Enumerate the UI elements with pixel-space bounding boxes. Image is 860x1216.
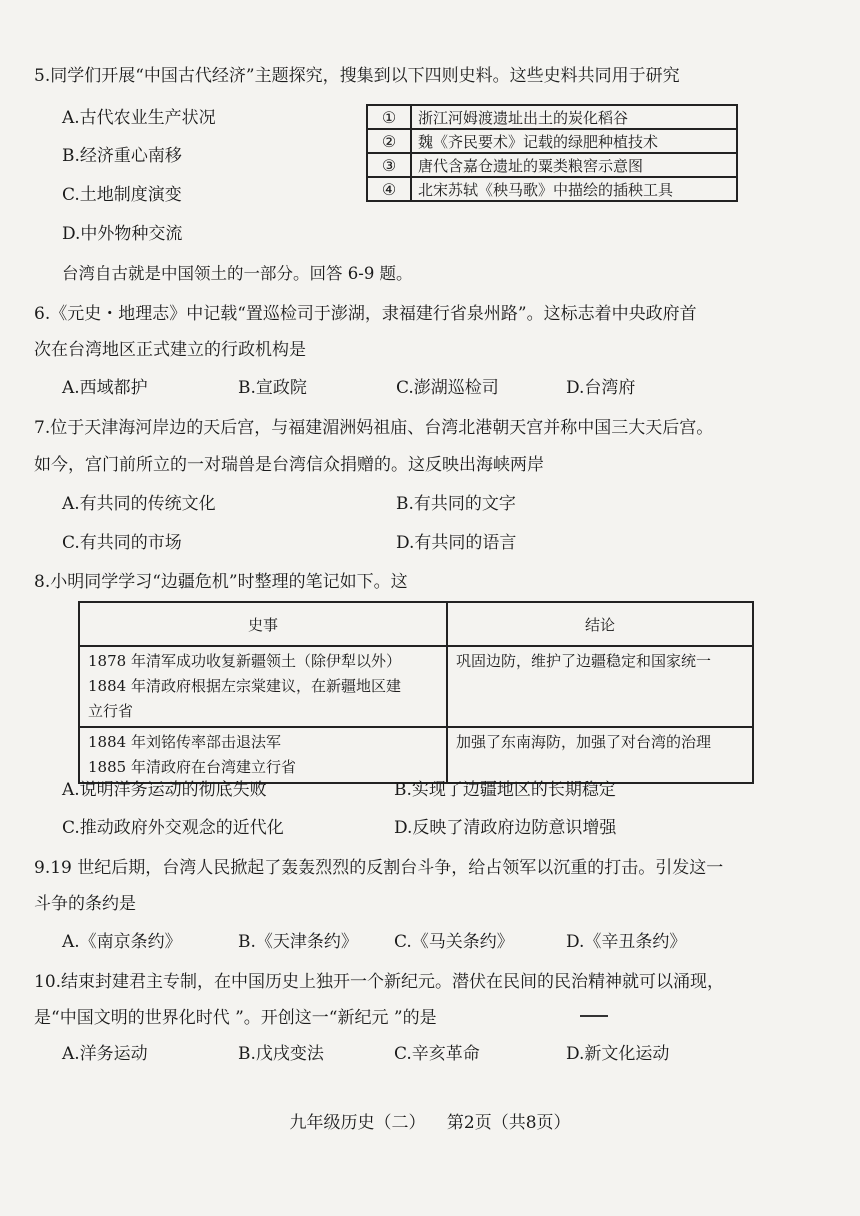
q5-option-d: D.中外物种交流 — [62, 224, 183, 244]
q9-option-d: D.《辛丑条约》 — [566, 932, 687, 952]
q5-source-table — [366, 104, 738, 202]
page-footer — [0, 1108, 860, 1133]
source-row — [367, 153, 737, 177]
events-cell — [79, 646, 447, 727]
q9-stem-line1: 9.19 世纪后期，台湾人民掀起了轰轰烈烈的反割台斗争，给占领军以沉重的打击。引发这一 — [34, 858, 724, 878]
event-line: 1878 年清军成功收复新疆领土（除伊犁以外） — [88, 652, 401, 670]
q10-stem-line2: 是“中国文明的世界化时代 ”。开创这一“新纪元 ”的是 — [34, 1008, 437, 1028]
q10-option-d: D.新文化运动 — [566, 1044, 670, 1064]
q6-stem-line2: 次在台湾地区正式建立的行政机构是 — [34, 340, 306, 360]
q7-option-b: B.有共同的文字 — [396, 494, 516, 514]
q10-option-a: A.洋务运动 — [62, 1044, 148, 1064]
source-text: 魏《齐民要术》记载的绿肥种植技术 — [411, 129, 737, 153]
q8-notes-table — [78, 601, 754, 784]
q10-stem-line1: 10.结束封建君主专制，在中国历史上独开一个新纪元。潜伏在民间的民治精神就可以涌现， — [34, 972, 725, 992]
q7-option-d: D.有共同的语言 — [396, 533, 517, 553]
q7-stem-line1: 7.位于天津海河岸边的天后宫，与福建湄洲妈祖庙、台湾北港朝天宫并称中国三大天后宫。 — [34, 418, 714, 438]
table-header-row — [79, 602, 753, 646]
q6-option-a: A.西域都护 — [62, 378, 148, 398]
source-number: ③ — [367, 153, 411, 177]
q10-option-c: C.辛亥革命 — [394, 1044, 480, 1064]
source-row — [367, 105, 737, 129]
q7-option-c: C.有共同的市场 — [62, 533, 182, 553]
q5-stem: 5.同学们开展“中国古代经济”主题探究，搜集到以下四则史料。这些史料共同用于研究 — [34, 66, 680, 86]
q8-option-d: D.反映了清政府边防意识增强 — [394, 818, 617, 838]
column-header-events: 史事 — [79, 602, 447, 646]
q5-option-c: C.土地制度演变 — [62, 185, 182, 205]
column-header-conclusion: 结论 — [447, 602, 753, 646]
event-line: 1884 年刘铭传率部击退法军 — [88, 733, 281, 751]
source-number: ① — [367, 105, 411, 129]
source-number: ④ — [367, 177, 411, 201]
q5-option-b: B.经济重心南移 — [62, 146, 182, 166]
section-intro: 台湾自古就是中国领土的一部分。回答 6-9 题。 — [62, 264, 413, 283]
footer-subject: 九年级历史（二） — [289, 1113, 426, 1133]
source-number: ② — [367, 129, 411, 153]
q8-option-a: A.说明洋务运动的彻底失败 — [62, 780, 267, 800]
conclusion-cell: 巩固边防，维护了边疆稳定和国家统一 — [447, 646, 753, 727]
q9-option-c: C.《马关条约》 — [394, 932, 514, 952]
footer-page-number: 第2页（共8页） — [446, 1113, 571, 1133]
q9-option-a: A.《南京条约》 — [62, 932, 182, 952]
conclusion-cell: 加强了东南海防，加强了对台湾的治理 — [447, 727, 753, 783]
event-line: 立行省 — [88, 702, 134, 720]
q7-stem-line2: 如今，宫门前所立的一对瑞兽是台湾信众捐赠的。这反映出海峡两岸 — [34, 455, 544, 475]
table-row — [79, 646, 753, 727]
q7-option-a: A.有共同的传统文化 — [62, 494, 216, 514]
source-row — [367, 177, 737, 201]
q8-option-b: B.实现了边疆地区的长期稳定 — [394, 780, 616, 800]
events-cell — [79, 727, 447, 783]
source-text: 唐代含嘉仓遗址的粟类粮窖示意图 — [411, 153, 737, 177]
event-line: 1884 年清政府根据左宗棠建议，在新疆地区建 — [88, 677, 401, 695]
q8-option-c: C.推动政府外交观念的近代化 — [62, 818, 284, 838]
source-text: 浙江河姆渡遗址出土的炭化稻谷 — [411, 105, 737, 129]
q10-option-b: B.戊戌变法 — [238, 1044, 324, 1064]
source-text: 北宋苏轼《秧马歌》中描绘的插秧工具 — [411, 177, 737, 201]
q9-option-b: B.《天津条约》 — [238, 932, 358, 952]
q9-stem-line2: 斗争的条约是 — [34, 894, 136, 914]
table-row — [79, 727, 753, 783]
q5-option-a: A.古代农业生产状况 — [62, 108, 216, 128]
stray-dash-mark — [580, 1015, 608, 1017]
q6-stem-line1: 6.《元史・地理志》中记载“置巡检司于澎湖，隶福建行省泉州路”。这标志着中央政府首 — [34, 304, 697, 324]
q6-option-c: C.澎湖巡检司 — [396, 378, 499, 398]
q6-option-b: B.宣政院 — [238, 378, 307, 398]
event-line: 1885 年清政府在台湾建立行省 — [88, 758, 296, 776]
source-row — [367, 129, 737, 153]
q6-option-d: D.台湾府 — [566, 378, 636, 398]
q8-stem: 8.小明同学学习“边疆危机”时整理的笔记如下。这 — [34, 572, 408, 592]
